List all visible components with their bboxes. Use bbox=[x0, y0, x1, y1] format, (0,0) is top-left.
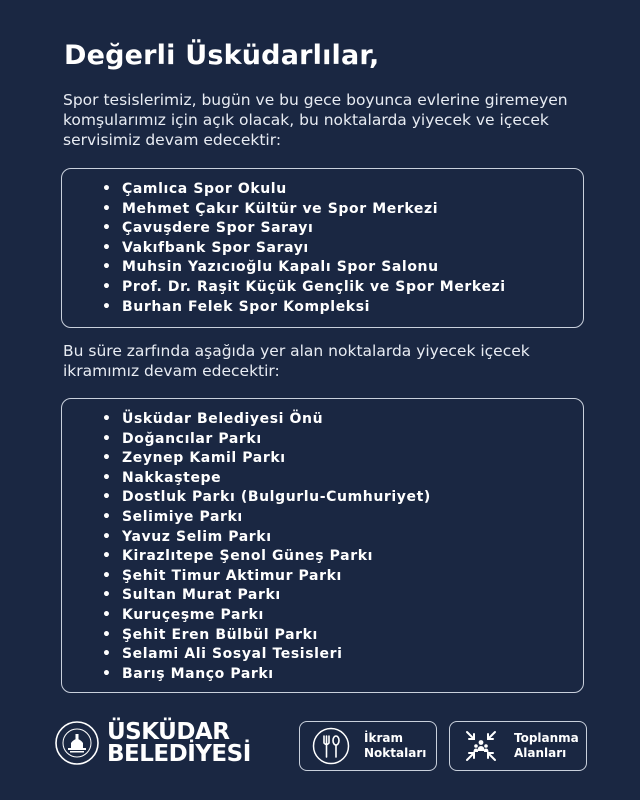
food-point-item: • Kirazlıtepe Şenol Güneş Parkı bbox=[102, 547, 431, 567]
ikram-line-2: Noktaları bbox=[364, 746, 427, 760]
sports-facility-item: • Çavuşdere Spor Sarayı bbox=[102, 219, 506, 239]
sports-facility-item: • Burhan Felek Spor Kompleksi bbox=[102, 298, 506, 318]
food-point-item: • Barış Manço Parkı bbox=[102, 665, 431, 685]
food-points-box bbox=[61, 398, 584, 693]
food-point-item: • Selimiye Parkı bbox=[102, 508, 431, 528]
sports-facilities-list bbox=[102, 180, 506, 317]
toplanma-alanlari-label bbox=[514, 731, 579, 761]
food-point-item: • Üsküdar Belediyesi Önü bbox=[102, 410, 431, 430]
food-point-item: • Şehit Eren Bülbül Parkı bbox=[102, 626, 431, 646]
fork-spoon-icon bbox=[312, 727, 350, 765]
logo-line-1: ÜSKÜDAR bbox=[107, 719, 230, 745]
logo-line-2: BELEDİYESİ bbox=[107, 741, 251, 767]
sports-facility-item: • Vakıfbank Spor Sarayı bbox=[102, 239, 506, 259]
uskudar-logo bbox=[55, 721, 251, 765]
food-point-item: • Doğancılar Parkı bbox=[102, 430, 431, 450]
ikram-noktalari-label bbox=[364, 731, 426, 761]
food-point-item: • Dostluk Parkı (Bulgurlu-Cumhuriyet) bbox=[102, 488, 431, 508]
intro-text: Spor tesislerimiz, bugün ve bu gece boyunca evlerine giremeyen komşularımız için açık olacak, bu noktalarda yiyecek ve içecek servisimiz devam edecektir: bbox=[63, 91, 568, 149]
logo-wordmark bbox=[107, 721, 251, 765]
toplanma-alanlari-button[interactable] bbox=[449, 721, 587, 771]
sports-facility-item: • Çamlıca Spor Okulu bbox=[102, 180, 506, 200]
ikram-noktalari-button[interactable] bbox=[299, 721, 437, 771]
sports-facility-item: • Prof. Dr. Raşit Küçük Gençlik ve Spor Merkezi bbox=[102, 278, 506, 298]
food-point-item: • Sultan Murat Parkı bbox=[102, 586, 431, 606]
food-points-list bbox=[102, 410, 431, 684]
sports-facility-item: • Muhsin Yazıcıoğlu Kapalı Spor Salonu bbox=[102, 258, 506, 278]
sports-facility-item: • Mehmet Çakır Kültür ve Spor Merkezi bbox=[102, 200, 506, 220]
food-point-item: • Yavuz Selim Parkı bbox=[102, 528, 431, 548]
food-point-item: • Zeynep Kamil Parkı bbox=[102, 449, 431, 469]
municipality-seal-icon bbox=[55, 721, 99, 765]
food-point-item: • Nakkaştepe bbox=[102, 469, 431, 489]
food-point-item: • Kuruçeşme Parkı bbox=[102, 606, 431, 626]
ikram-line-1: İkram bbox=[364, 731, 403, 745]
gathering-arrows-icon bbox=[462, 727, 500, 765]
page-title: Değerli Üsküdarlılar, bbox=[64, 40, 380, 71]
food-point-item: • Şehit Timur Aktimur Parkı bbox=[102, 567, 431, 587]
sports-facilities-box bbox=[61, 168, 584, 328]
toplanma-line-1: Toplanma bbox=[514, 731, 579, 745]
food-point-item: • Selami Ali Sosyal Tesisleri bbox=[102, 645, 431, 665]
toplanma-line-2: Alanları bbox=[514, 746, 567, 760]
second-intro-text: Bu süre zarfında aşağıda yer alan noktalarda yiyecek içecek ikramımız devam edecektir: bbox=[63, 342, 530, 380]
